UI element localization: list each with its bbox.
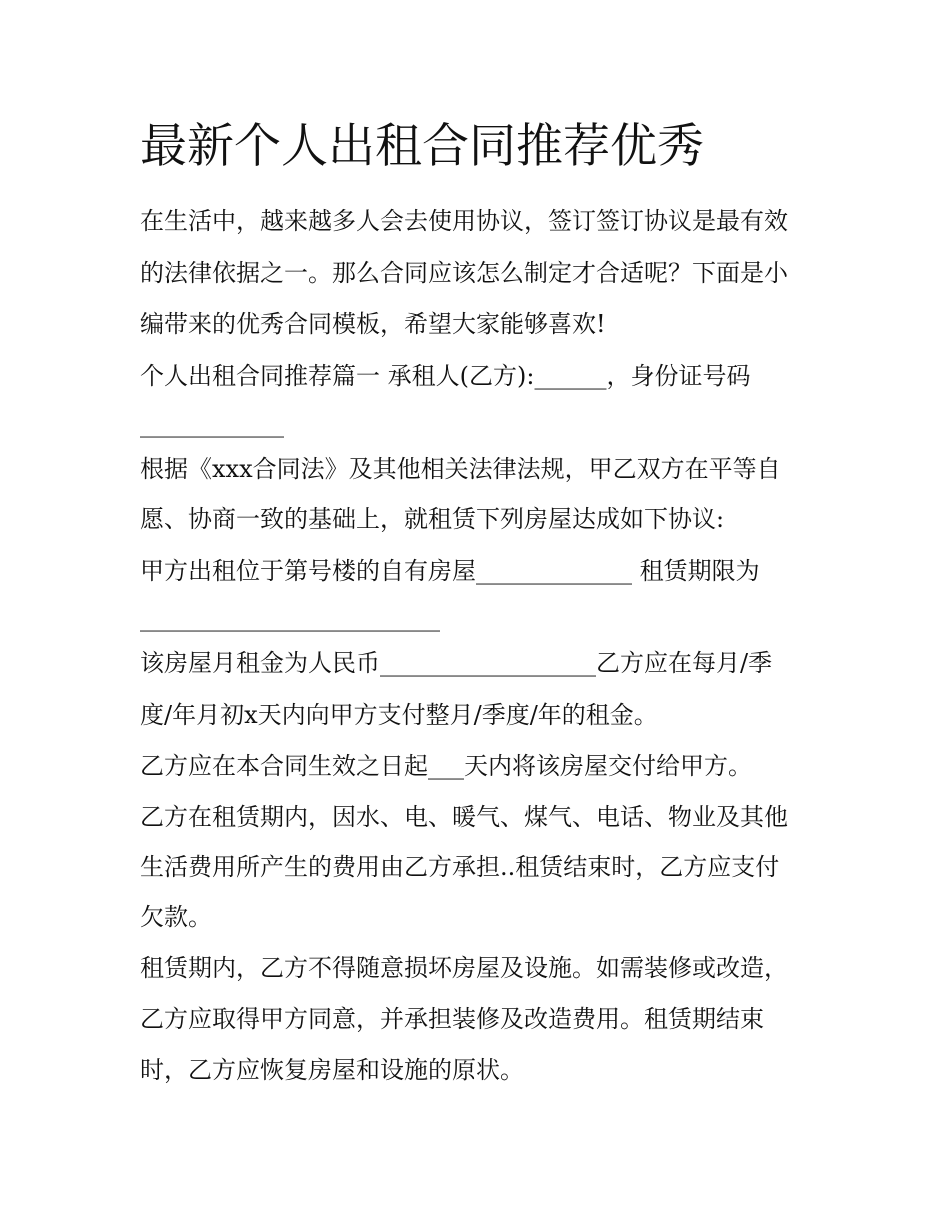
text-line: 乙方应在本合同生效之日起___天内将该房屋交付给甲方。	[140, 752, 752, 780]
text-line: 编带来的优秀合同模板，希望大家能够喜欢!	[140, 310, 606, 338]
text-line: 欠款。	[140, 903, 212, 931]
text-line: 愿、协商一致的基础上，就租赁下列房屋达成如下协议:	[140, 505, 725, 533]
text-line: 生活费用所产生的费用由乙方承担..租赁结束时，乙方应支付	[140, 853, 780, 881]
text-line: 在生活中，越来越多人会去使用协议，签订签订协议是最有效	[140, 207, 788, 235]
text-line: 甲方出租位于第号楼的自有房屋_____________ 租赁期限为	[140, 557, 760, 585]
text-line: 该房屋月租金为人民币__________________乙方应在每月/季	[140, 649, 773, 677]
text-line: 的法律依据之一。那么合同应该怎么制定才合适呢？下面是小	[140, 259, 788, 287]
text-line: 根据《xxx合同法》及其他相关法律法规，甲乙双方在平等自	[140, 455, 781, 483]
text-line: 个人出租合同推荐篇一 承租人(乙方):______，身份证号码	[140, 362, 751, 390]
text-line: _________________________	[140, 604, 440, 632]
text-line: 乙方应取得甲方同意，并承担装修及改造费用。租赁期结束	[140, 1005, 764, 1033]
text-line: 乙方在租赁期内，因水、电、暖气、煤气、电话、物业及其他	[140, 803, 788, 831]
document-title: 最新个人出租合同推荐优秀	[140, 119, 704, 174]
text-line: 租赁期内，乙方不得随意损坏房屋及设施。如需装修或改造，	[140, 954, 788, 982]
text-line: 时，乙方应恢复房屋和设施的原状。	[140, 1056, 524, 1084]
text-line: ____________	[140, 410, 284, 438]
text-line: 度/年月初x天内向甲方支付整月/季度/年的租金。	[140, 701, 658, 729]
